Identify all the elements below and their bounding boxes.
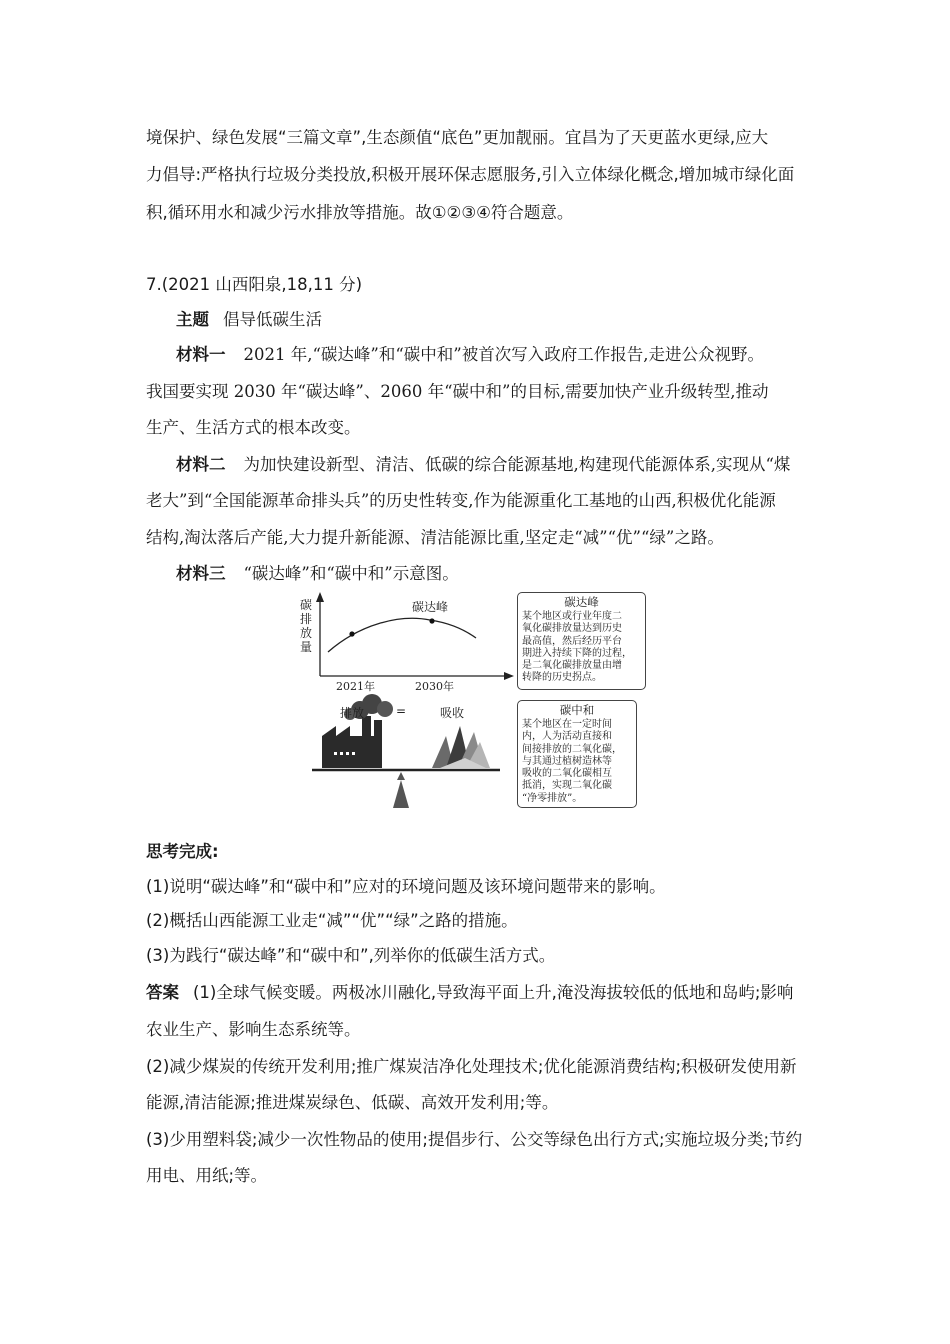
answer-1-text-1: (1)全球气候变暖。两极冰川融化,导致海平面上升,淹没海拔较低的低地和岛屿;影响 bbox=[193, 983, 794, 1002]
material-1-line-3: 生产、生活方式的根本改变。 bbox=[146, 418, 361, 437]
carbon-neutral-title: 碳中和 bbox=[559, 703, 595, 717]
material-2-line-1 bbox=[176, 451, 790, 475]
carbon-neutral-callout bbox=[517, 700, 637, 808]
task-3: (3)为践行“碳达峰”和“碳中和”,列举你的低碳生活方式。 bbox=[146, 946, 556, 965]
chart-x-tick-2030: 2030年 bbox=[415, 680, 454, 693]
material-1-line-1 bbox=[176, 341, 764, 365]
carbon-peak-callout bbox=[517, 592, 646, 690]
answer-label: 答案 bbox=[146, 983, 179, 1002]
answer-3-line-2: 用电、用纸;等。 bbox=[146, 1166, 268, 1185]
theme-line bbox=[176, 306, 322, 330]
carbon-peak-title: 碳达峰 bbox=[564, 595, 599, 609]
answer-2-line-2: 能源,清洁能源;推进煤炭绿色、低碳、高效开发利用;等。 bbox=[146, 1093, 559, 1112]
material-3-label: 材料三 bbox=[176, 564, 226, 583]
absorb-label: 吸收 bbox=[440, 706, 465, 720]
trees-icon bbox=[432, 726, 490, 768]
answer-2-line-1: (2)减少煤炭的传统开发利用;推广煤炭洁净化处理技术;优化能源消费结构;积极研发使用新 bbox=[146, 1057, 797, 1076]
material-2-line-3: 结构,淘汰落后产能,大力提升新能源、清洁能源比重,坚定走“减”“优”“绿”之路。 bbox=[146, 528, 724, 547]
material-2-text-1: 为加快建设新型、清洁、低碳的综合能源基地,构建现代能源体系,实现从“煤 bbox=[243, 455, 791, 474]
material-3-text: “碳达峰”和“碳中和”示意图。 bbox=[243, 564, 459, 583]
intro-line-1: 境保护、绿色发展“三篇文章”,生态颜值“底色”更加靓丽。宜昌为了天更蓝水更绿,应大 bbox=[146, 128, 769, 147]
carbon-diagram bbox=[290, 586, 650, 812]
chart-peak-label: 碳达峰 bbox=[412, 600, 449, 614]
tasks-label: 思考完成: bbox=[146, 842, 219, 861]
intro-line-2: 力倡导:严格执行垃圾分类投放,积极开展环保志愿服务,引入立体绿化概念,增加城市绿化面 bbox=[146, 165, 795, 184]
theme-text: 倡导低碳生活 bbox=[223, 310, 322, 329]
theme-label: 主题 bbox=[176, 310, 209, 329]
fulcrum-top bbox=[397, 772, 405, 780]
question-header: 7.(2021 山西阳泉,18,11 分) bbox=[146, 275, 363, 294]
material-1-text-1: 2021 年,“碳达峰”和“碳中和”被首次写入政府工作报告,走进公众视野。 bbox=[243, 345, 764, 364]
task-1: (1)说明“碳达峰”和“碳中和”应对的环境问题及该环境问题带来的影响。 bbox=[146, 877, 666, 896]
chart-x-tick-2021: 2021年 bbox=[336, 680, 375, 693]
answer-3-line-1: (3)少用塑料袋;减少一次性物品的使用;提倡步行、公交等绿色出行方式;实施垃圾分类;节约 bbox=[146, 1130, 803, 1149]
material-1-label: 材料一 bbox=[176, 345, 226, 364]
balance-fulcrum bbox=[393, 780, 409, 808]
material-2-label: 材料二 bbox=[176, 455, 226, 474]
intro-line-3: 积,循环用水和减少污水排放等措施。故①②③④符合题意。 bbox=[146, 203, 574, 222]
equals-label: = bbox=[396, 704, 407, 718]
chart-y-label: 碳排放量 bbox=[300, 598, 313, 654]
material-2-line-2: 老大”到“全国能源革命排头兵”的历史性转变,作为能源重化工基地的山西,积极优化能源 bbox=[146, 491, 776, 510]
answer-line-1 bbox=[146, 979, 793, 1003]
emit-label: 排放 bbox=[340, 706, 365, 720]
material-3-line bbox=[176, 560, 459, 584]
carbon-neutral-body: 某个地区在一定时间 内，人为活动直接和 间接排放的二氧化碳， 与其通过植树造林等 吸收的二氧化碳相互 抵消，实现二氧化碳 “净零排放”。 bbox=[522, 719, 622, 804]
task-2: (2)概括山西能源工业走“减”“优”“绿”之路的措施。 bbox=[146, 911, 518, 930]
answer-1-line-2: 农业生产、影响生态系统等。 bbox=[146, 1020, 361, 1039]
material-1-line-2: 我国要实现 2030 年“碳达峰”、2060 年“碳中和”的目标,需要加快产业升级转型,推动 bbox=[146, 382, 769, 401]
carbon-peak-body: 某个地区或行业年度二 氧化碳排放量达到历史 最高值，然后经历平台 期进入持续下降的过程， 是二氧化碳排放量由增 转降的历史拐点。 bbox=[522, 611, 632, 684]
